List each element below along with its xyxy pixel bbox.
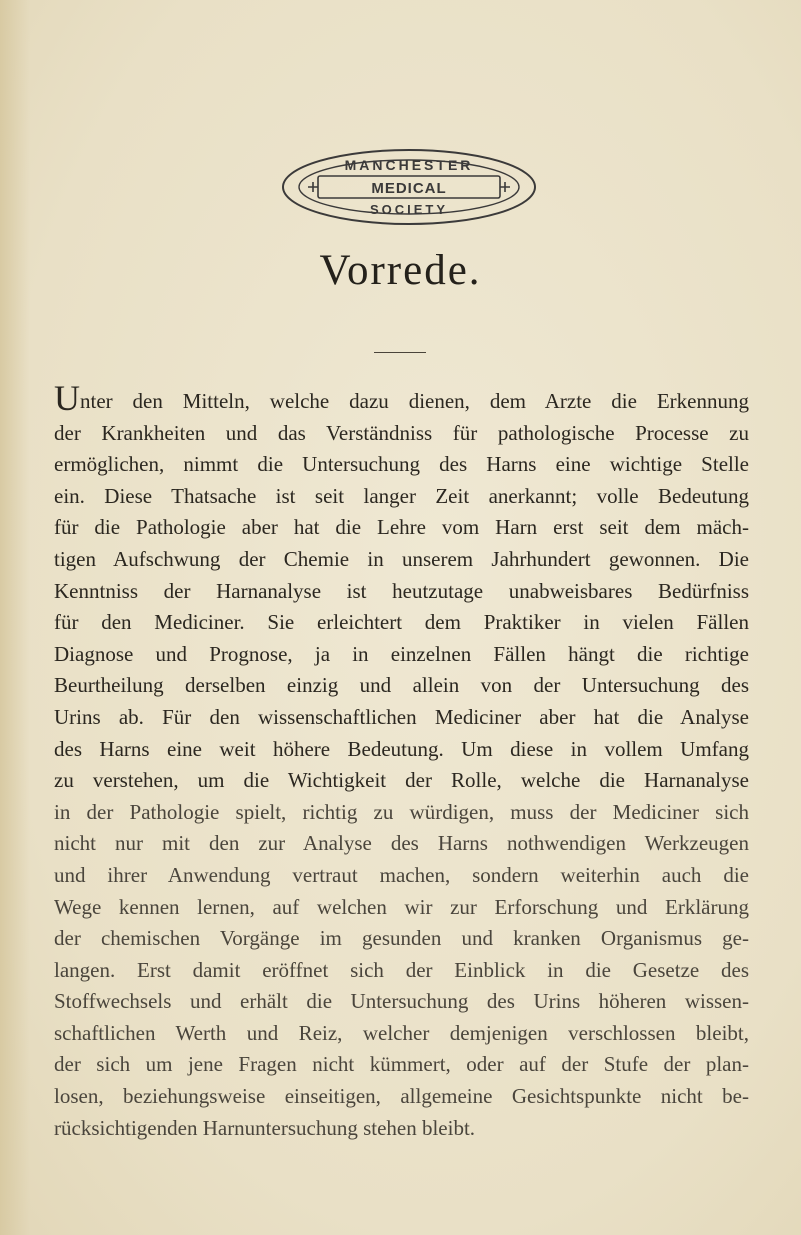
text-line-21: schaftlichen Werth und Reiz, welcher demjenigen verschlossen bleibt, — [54, 1020, 749, 1045]
text-line-18: der chemischen Vorgänge im gesunden und kranken Organismus ge- — [54, 926, 749, 951]
text-line-22: der sich um jene Fragen nicht kümmert, oder auf der Stufe der plan- — [54, 1052, 749, 1077]
text-line-11: Urins ab. Für den wissenschaftlichen Mediciner aber hat die Analyse — [54, 704, 749, 729]
text-line-10: Beurtheilung derselben einzig und allein von der Untersuchung des — [54, 673, 749, 698]
text-line-6: tigen Aufschwung der Chemie in unserem Jahrhundert gewonnen. Die — [54, 546, 749, 571]
page-title: Vorrede. — [319, 247, 482, 294]
text-line-4: ein. Diese Thatsache ist seit langer Zeit anerkannt; volle Bedeutung — [54, 483, 749, 508]
text-line-17: Wege kennen lernen, auf welchen wir zur Erforschung und Erklärung — [54, 894, 749, 919]
text-line-8: für den Mediciner. Sie erleichtert dem Praktiker in vielen Fällen — [54, 610, 749, 635]
library-stamp — [278, 146, 540, 228]
stamp-middle-text: MEDICAL — [371, 180, 447, 197]
text-line-2: der Krankheiten und das Verständniss für pathologische Processe zu — [54, 420, 749, 445]
page-edge-shadow — [0, 0, 30, 1235]
preface-paragraph — [54, 378, 749, 1144]
text-line-19: langen. Erst damit eröffnet sich der Einblick in die Gesetze des — [54, 957, 749, 982]
drop-cap: U — [54, 378, 80, 418]
text-line-1: Unter den Mitteln, welche dazu dienen, dem Arzte die Erkennung — [54, 378, 749, 418]
text-line-23: losen, beziehungsweise einseitigen, allgemeine Gesichtspunkte nicht be- — [54, 1084, 749, 1109]
text-line-15: nicht nur mit den zur Analyse des Harns nothwendigen Werkzeugen — [54, 831, 749, 856]
text-line-13: zu verstehen, um die Wichtigkeit der Rolle, welche die Harnanalyse — [54, 768, 749, 793]
title-divider — [374, 352, 426, 353]
text-line-20: Stoffwechsels und erhält die Untersuchung des Urins höheren wissen- — [54, 989, 749, 1014]
text-line-12: des Harns eine weit höhere Bedeutung. Um diese in vollem Umfang — [54, 736, 749, 761]
text-line-9: Diagnose und Prognose, ja in einzelnen Fällen hängt die richtige — [54, 641, 749, 666]
text-line-5: für die Pathologie aber hat die Lehre vom Harn erst seit dem mäch- — [54, 515, 749, 540]
stamp-bottom-text: SOCIETY — [369, 202, 449, 217]
text-line-14: in der Pathologie spielt, richtig zu würdigen, muss der Mediciner sich — [54, 799, 749, 824]
text-line-24: rücksichtigenden Harnuntersuchung stehen bleibt. — [54, 1115, 476, 1140]
text-line-7: Kenntniss der Harnanalyse ist heutzutage unabweisbares Bedürfniss — [54, 578, 749, 603]
stamp-top-text: MANCHESTER — [344, 157, 474, 173]
text-line-16: und ihrer Anwendung vertraut machen, sondern weiterhin auch die — [54, 862, 749, 887]
text-line-3: ermöglichen, nimmt die Untersuchung des Harns eine wichtige Stelle — [54, 452, 749, 477]
